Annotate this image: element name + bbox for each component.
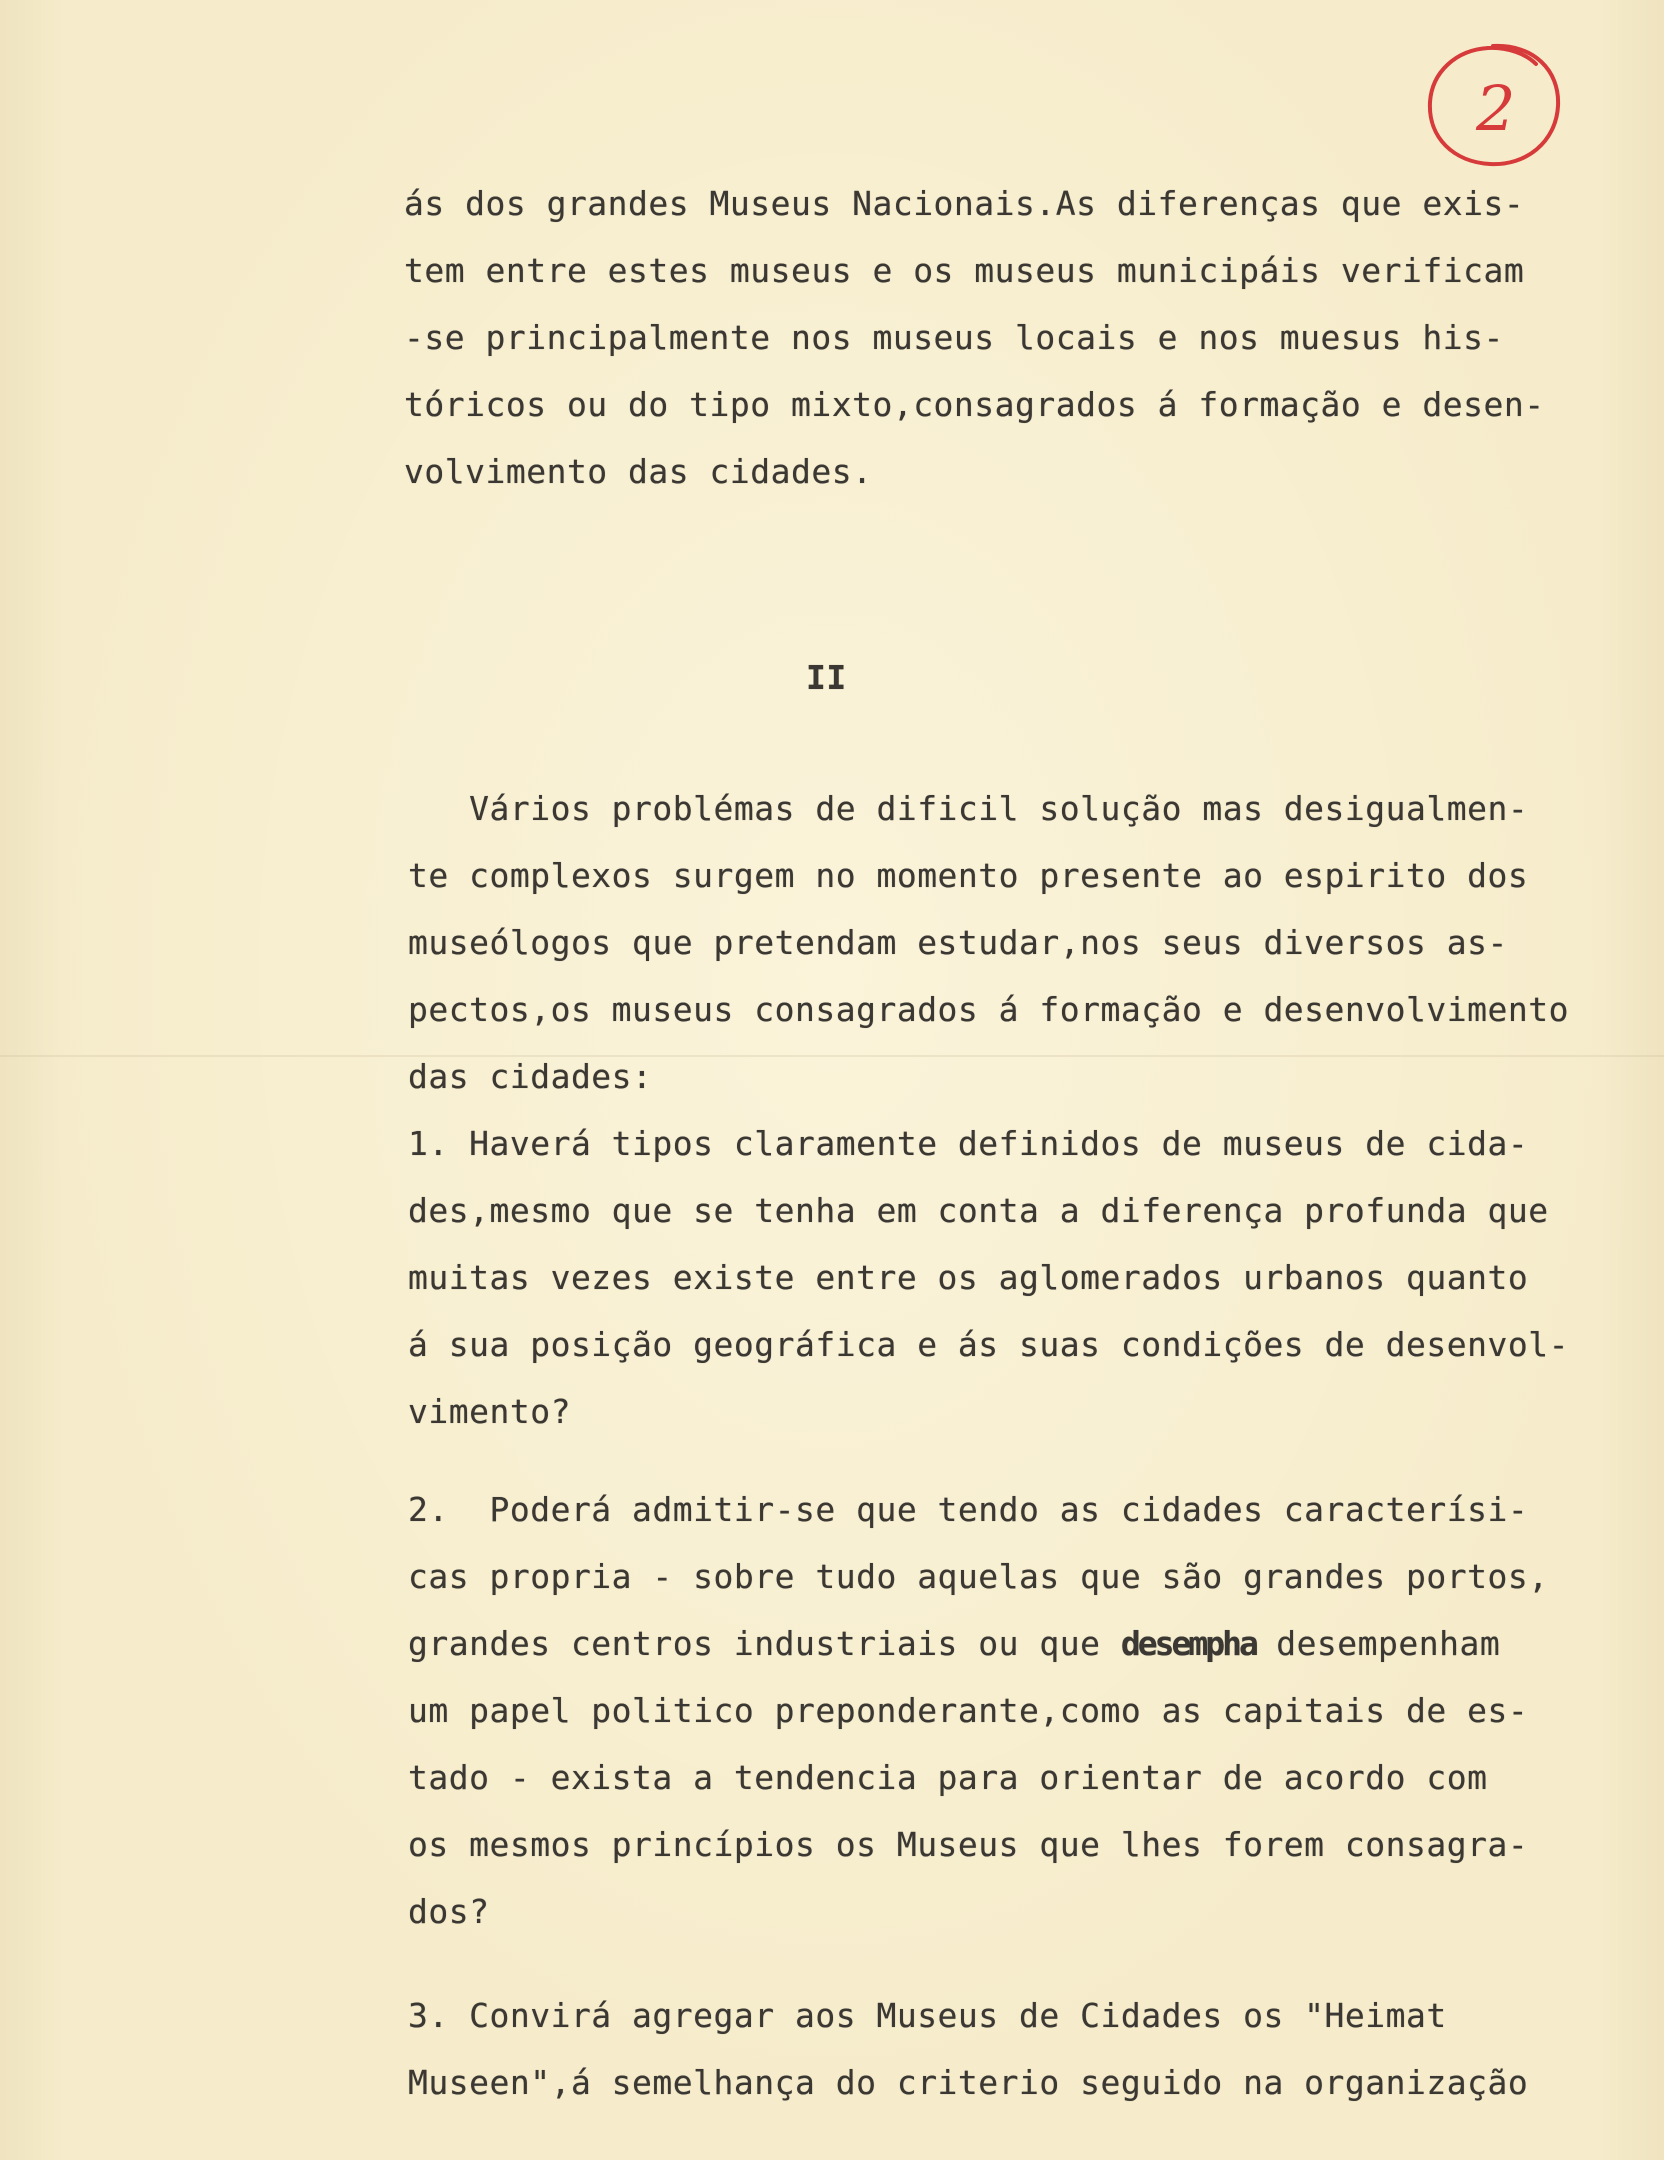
text-line: tóricos ou do tipo mixto,consagrados á formação e desen- <box>404 385 1545 424</box>
text-line: 3. Convirá agregar aos Museus de Cidades os "Heimat <box>408 1996 1447 2035</box>
red-circle-icon <box>1418 38 1568 178</box>
intro-paragraph <box>404 170 1545 505</box>
text-line: á sua posição geográfica e ás suas condições de desenvol- <box>408 1325 1569 1364</box>
text-line: pectos,os museus consagrados á formação e desenvolvimento <box>408 990 1569 1029</box>
problems-paragraph <box>408 775 1569 1110</box>
text-line: Museen",á semelhança do criterio seguido na organização <box>408 2063 1529 2102</box>
struck-out-word: desempha <box>1120 1624 1256 1663</box>
text-line: dos? <box>408 1892 490 1931</box>
text-line: um papel politico preponderante,como as capitais de es- <box>408 1691 1529 1730</box>
question-item-3 <box>408 1982 1528 2116</box>
question-item-2 <box>408 1476 1549 1945</box>
text-line: muitas vezes existe entre os aglomerados urbanos quanto <box>408 1258 1529 1297</box>
page-number-mark <box>1418 38 1568 178</box>
text-line: 2. Poderá admitir-se que tendo as cidades caracterísi- <box>408 1490 1529 1529</box>
text-line: volvimento das cidades. <box>404 452 873 491</box>
text-line: Vários problémas de dificil solução mas desigualmen- <box>408 789 1529 828</box>
text-line: ás dos grandes Museus Nacionais.As diferenças que exis- <box>404 184 1525 223</box>
text-line: museólogos que pretendam estudar,nos seus diversos as- <box>408 923 1508 962</box>
text-line: os mesmos princípios os Museus que lhes forem consagra- <box>408 1825 1529 1864</box>
section-heading: II <box>806 658 847 697</box>
question-item-1 <box>408 1110 1569 1445</box>
text-line: te complexos surgem no momento presente ao espirito dos <box>408 856 1529 895</box>
text-line: vimento? <box>408 1392 571 1431</box>
text-line: cas propria - sobre tudo aquelas que são grandes portos, <box>408 1557 1549 1596</box>
text-line: das cidades: <box>408 1057 653 1096</box>
text-line: tado - exista a tendencia para orientar de acordo com <box>408 1758 1488 1797</box>
text-line: des,mesmo que se tenha em conta a diferença profunda que <box>408 1191 1549 1230</box>
text-line: grandes centros industriais ou que <box>408 1624 1121 1663</box>
text-line: 1. Haverá tipos claramente definidos de museus de cida- <box>408 1124 1529 1163</box>
text-line: -se principalmente nos museus locais e nos muesus his- <box>404 318 1504 357</box>
text-line: desempenham <box>1255 1624 1501 1663</box>
page-number: 2 <box>1476 72 1516 145</box>
text-line: tem entre estes museus e os museus municipáis verificam <box>404 251 1525 290</box>
